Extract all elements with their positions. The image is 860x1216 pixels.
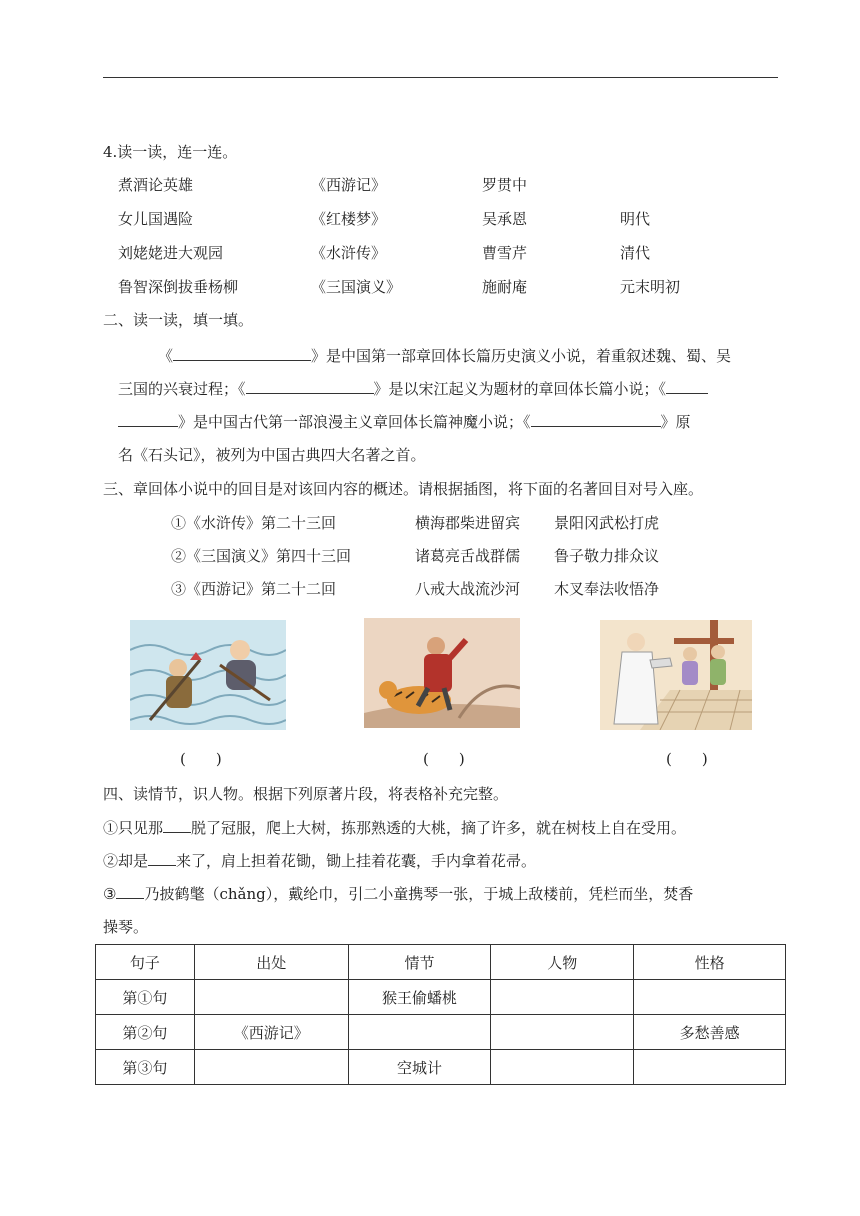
s3-row-option: 景阳冈武松打虎 (554, 514, 660, 532)
table-cell: 空城计 (348, 1050, 491, 1085)
s3-row-option: 鲁子敬力排众议 (554, 547, 660, 565)
illustration-debate (600, 620, 752, 730)
s3-row-source: ①《水浒传》第二十三回 (171, 514, 337, 532)
q4-book: 《三国演义》 (311, 278, 402, 296)
fill-blank[interactable] (148, 851, 176, 866)
q4-author: 曹雪芹 (482, 244, 528, 262)
s3-row-option: 八戒大战流沙河 (415, 580, 521, 598)
s4-p2-b: 来了，肩上担着花锄，锄上挂着花囊，手内拿着花帚。 (176, 852, 537, 870)
s4-p1-b: 脱了冠服，爬上大树，拣那熟透的大桃，摘了许多，就在树枝上自在受用。 (191, 819, 687, 837)
q4-item: 鲁智深倒拔垂杨柳 (118, 278, 239, 296)
s2-line-4: 名《石头记》，被列为中国古典四大名著之首。 (118, 446, 426, 464)
table-cell: 第①句 (96, 980, 195, 1015)
table-cell: 猴王偷蟠桃 (348, 980, 491, 1015)
fill-blank[interactable] (666, 379, 708, 394)
table-cell[interactable] (194, 980, 348, 1015)
s4-passage-2 (103, 851, 536, 871)
s4-passage-3-cont: 操琴。 (103, 918, 149, 936)
table-row (96, 980, 786, 1015)
table-cell[interactable] (194, 1050, 348, 1085)
s3-row-option: 诸葛亮舌战群儒 (415, 547, 521, 565)
fill-blank[interactable] (118, 412, 178, 427)
illustration-tiger-fight (364, 618, 520, 728)
s3-row-option: 木叉奉法收悟净 (554, 580, 660, 598)
fill-blank[interactable] (116, 884, 144, 899)
table-cell: 《西游记》 (194, 1015, 348, 1050)
s4-p3-a: ③ (103, 885, 117, 903)
q4-heading: 4.读一读，连一连。 (103, 143, 238, 161)
table-cell: 多愁善感 (634, 1015, 786, 1050)
s2-l1-rest: 》是中国第一部章回体长篇历史演义小说，着重叙述魏、蜀、吴 (311, 347, 732, 365)
table-cell[interactable] (634, 1050, 786, 1085)
s4-passage-3 (103, 884, 693, 904)
table-header-row (96, 945, 786, 980)
table-cell[interactable] (634, 980, 786, 1015)
fill-blank[interactable] (163, 818, 191, 833)
s3-row-source: ②《三国演义》第四十三回 (171, 547, 352, 565)
table-header: 性格 (634, 945, 786, 980)
s2-l1-open: 《 (158, 347, 174, 365)
s4-p3-b: 乃披鹤氅（chǎng），戴纶巾，引二小童携琴一张，于城上敌楼前，凭栏而坐，焚香 (144, 885, 694, 903)
s2-line-3 (118, 412, 691, 432)
q4-era: 清代 (620, 244, 651, 262)
table-cell[interactable] (348, 1015, 491, 1050)
s4-p1-a: ①只见那 (103, 819, 164, 837)
s3-row-option: 横海郡柴进留宾 (415, 514, 521, 532)
answer-paren[interactable]: ( ) (666, 750, 708, 768)
s3-row-source: ③《西游记》第二十二回 (171, 580, 337, 598)
q4-book: 《西游记》 (311, 176, 387, 194)
s2-line-2 (118, 379, 708, 399)
table-row (96, 1050, 786, 1085)
q4-era: 元末明初 (620, 278, 681, 296)
table-cell[interactable] (491, 1015, 634, 1050)
q4-author: 罗贯中 (482, 176, 528, 194)
s2-l2-b: 》是以宋江起义为题材的章回体长篇小说；《 (373, 380, 667, 398)
s3-heading: 三、章回体小说中的回目是对该回内容的概述。请根据插图，将下面的名著回目对号入座。 (103, 480, 704, 498)
table-header: 句子 (96, 945, 195, 980)
q4-author: 吴承恩 (482, 210, 528, 228)
s2-l2-a: 三国的兴衰过程；《 (118, 380, 246, 398)
fill-blank[interactable] (531, 412, 661, 427)
character-table (95, 944, 786, 1085)
table-header: 情节 (348, 945, 491, 980)
table-cell: 第②句 (96, 1015, 195, 1050)
answer-paren[interactable]: ( ) (423, 750, 465, 768)
q4-book: 《红楼梦》 (311, 210, 387, 228)
table-cell[interactable] (491, 1050, 634, 1085)
s4-heading: 四、读情节，识人物。根据下列原著片段，将表格补充完整。 (103, 785, 509, 803)
q4-item: 刘姥姥进大观园 (118, 244, 224, 262)
q4-book: 《水浒传》 (311, 244, 387, 262)
q4-author: 施耐庵 (482, 278, 528, 296)
q4-era: 明代 (620, 210, 651, 228)
s2-heading: 二、读一读，填一填。 (103, 311, 254, 329)
table-cell[interactable] (491, 980, 634, 1015)
fill-blank[interactable] (246, 379, 374, 394)
header-rule (103, 77, 778, 78)
s2-line-1 (158, 346, 731, 366)
table-header: 人物 (491, 945, 634, 980)
s2-l3-b: 》原 (660, 413, 691, 431)
fill-blank[interactable] (173, 346, 311, 361)
table-row (96, 1015, 786, 1050)
table-header: 出处 (194, 945, 348, 980)
answer-paren[interactable]: ( ) (180, 750, 222, 768)
s4-passage-1 (103, 818, 686, 838)
table-cell: 第③句 (96, 1050, 195, 1085)
q4-item: 煮酒论英雄 (118, 176, 194, 194)
illustration-river-battle (130, 620, 286, 730)
s4-p2-a: ②却是 (103, 852, 149, 870)
q4-item: 女儿国遇险 (118, 210, 194, 228)
s2-l3-a: 》是中国古代第一部浪漫主义章回体长篇神魔小说；《 (178, 413, 531, 431)
